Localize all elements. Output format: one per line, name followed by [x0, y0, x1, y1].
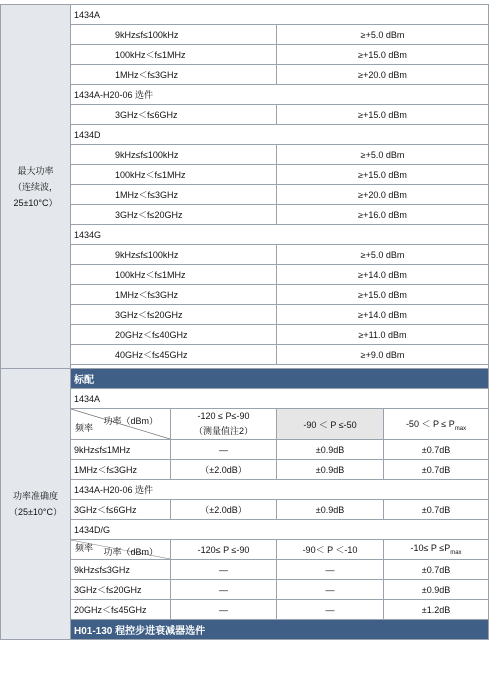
accuracy-value: —: [171, 580, 277, 600]
table-row: [1, 265, 489, 285]
power-value: ≥+11.0 dBm: [277, 325, 489, 345]
diagonal-header-cell: [71, 540, 171, 560]
table-row: [1, 25, 489, 45]
table-row: [1, 45, 489, 65]
power-value: ≥+15.0 dBm: [277, 285, 489, 305]
power-value: ≥+15.0 dBm: [277, 45, 489, 65]
column-header-row: [1, 540, 489, 560]
power-value: ≥+15.0 dBm: [277, 165, 489, 185]
power-value: ≥+20.0 dBm: [277, 185, 489, 205]
freq-range: 9kHz≤f≤100kHz: [71, 245, 277, 265]
power-unit-label: 功率（dBm）: [103, 547, 158, 557]
spec-table: [0, 4, 489, 640]
freq-range: 100kHz＜f≤1MHz: [71, 265, 277, 285]
section-header-attenuator-option: H01-130 程控步进衰减器选件: [71, 620, 489, 640]
column-header: $-10\le P \le P_{max}$: [384, 540, 489, 560]
table-row: [1, 440, 489, 460]
table-row: [1, 105, 489, 125]
table-row: [1, 460, 489, 480]
freq-range: 3GHz＜f≤20GHz: [71, 205, 277, 225]
table-row: [1, 285, 489, 305]
freq-range: 9kHz≤f≤100kHz: [71, 25, 277, 45]
column-header: -90＜ P ＜-10: [277, 540, 384, 560]
freq-range: 3GHz＜f≤6GHz: [71, 105, 277, 125]
freq-range: 9kHz≤f≤1MHz: [71, 440, 171, 460]
power-value: ≥+14.0 dBm: [277, 265, 489, 285]
table-row: [1, 325, 489, 345]
freq-range: 3GHz＜f≤20GHz: [71, 305, 277, 325]
frequency-label: 频率: [75, 543, 94, 553]
table-row: [1, 205, 489, 225]
power-unit-label: 功率（dBm）: [103, 416, 158, 426]
table-row: [1, 600, 489, 620]
freq-range: 1MHz＜f≤3GHz: [71, 460, 171, 480]
group-name: 1434A: [71, 5, 489, 25]
power-value: ≥+5.0 dBm: [277, 25, 489, 45]
freq-range: 1MHz＜f≤3GHz: [71, 65, 277, 85]
table-row: [1, 500, 489, 520]
table-row: [1, 580, 489, 600]
group-name: 1434A: [71, 389, 489, 409]
table-row: [1, 165, 489, 185]
table-row: [1, 305, 489, 325]
accuracy-value: —: [277, 560, 384, 580]
power-value: ≥+5.0 dBm: [277, 145, 489, 165]
group-name: 1434A-H20-06 选件: [71, 85, 489, 105]
column-header: -90 ＜ P ≤-50: [277, 409, 384, 440]
table-row: [1, 345, 489, 365]
group-name: 1434G: [71, 225, 489, 245]
table-row: [1, 65, 489, 85]
table-row: [1, 185, 489, 205]
power-value: ≥+15.0 dBm: [277, 105, 489, 125]
table-row: [1, 145, 489, 165]
accuracy-value: ±0.9dB: [277, 460, 384, 480]
section-header-standard: 标配: [71, 369, 489, 389]
accuracy-value: （±2.0dB）: [171, 460, 277, 480]
accuracy-value: ±0.7dB: [384, 460, 489, 480]
column-header: $-50 < P \le P_{max}$: [384, 409, 489, 440]
power-value: ≥+5.0 dBm: [277, 245, 489, 265]
freq-range: 9kHz≤f≤100kHz: [71, 145, 277, 165]
group-name: 1434D: [71, 125, 489, 145]
power-value: ≥+14.0 dBm: [277, 305, 489, 325]
power-accuracy-label: 功率准确度 （25±10°C）: [1, 369, 71, 640]
accuracy-value: ±0.9dB: [384, 580, 489, 600]
column-header: -120≤ P ≤-90: [171, 540, 277, 560]
freq-range: 9kHz≤f≤3GHz: [71, 560, 171, 580]
table-row: [1, 560, 489, 580]
accuracy-value: —: [277, 580, 384, 600]
accuracy-value: —: [277, 600, 384, 620]
accuracy-value: ±0.9dB: [277, 500, 384, 520]
column-header: -120 ≤ P≤-90 （测量值注2）: [171, 409, 277, 440]
table-row: [1, 245, 489, 265]
accuracy-value: ±0.7dB: [384, 500, 489, 520]
freq-range: 20GHz＜f≤45GHz: [71, 600, 171, 620]
freq-range: 1MHz＜f≤3GHz: [71, 285, 277, 305]
group-name: 1434D/G: [71, 520, 489, 540]
accuracy-value: —: [171, 440, 277, 460]
freq-range: 1MHz＜f≤3GHz: [71, 185, 277, 205]
power-value: ≥+16.0 dBm: [277, 205, 489, 225]
diagonal-header-cell: [71, 409, 171, 440]
power-value: ≥+20.0 dBm: [277, 65, 489, 85]
column-header-row: [1, 409, 489, 440]
accuracy-value: ±0.7dB: [384, 440, 489, 460]
max-power-label: 最大功率 （连续波， 25±10°C）: [1, 5, 71, 369]
accuracy-value: （±2.0dB）: [171, 500, 277, 520]
freq-range: 40GHz＜f≤45GHz: [71, 345, 277, 365]
accuracy-value: ±0.9dB: [277, 440, 384, 460]
accuracy-value: —: [171, 560, 277, 580]
freq-range: 3GHz＜f≤6GHz: [71, 500, 171, 520]
freq-range: 3GHz＜f≤20GHz: [71, 580, 171, 600]
accuracy-value: ±1.2dB: [384, 600, 489, 620]
freq-range: 100kHz＜f≤1MHz: [71, 165, 277, 185]
frequency-label: 频率: [75, 423, 94, 433]
freq-range: 20GHz＜f≤40GHz: [71, 325, 277, 345]
accuracy-value: —: [171, 600, 277, 620]
power-value: ≥+9.0 dBm: [277, 345, 489, 365]
freq-range: 100kHz＜f≤1MHz: [71, 45, 277, 65]
group-name: 1434A-H20-06 选件: [71, 480, 489, 500]
accuracy-value: ±0.7dB: [384, 560, 489, 580]
